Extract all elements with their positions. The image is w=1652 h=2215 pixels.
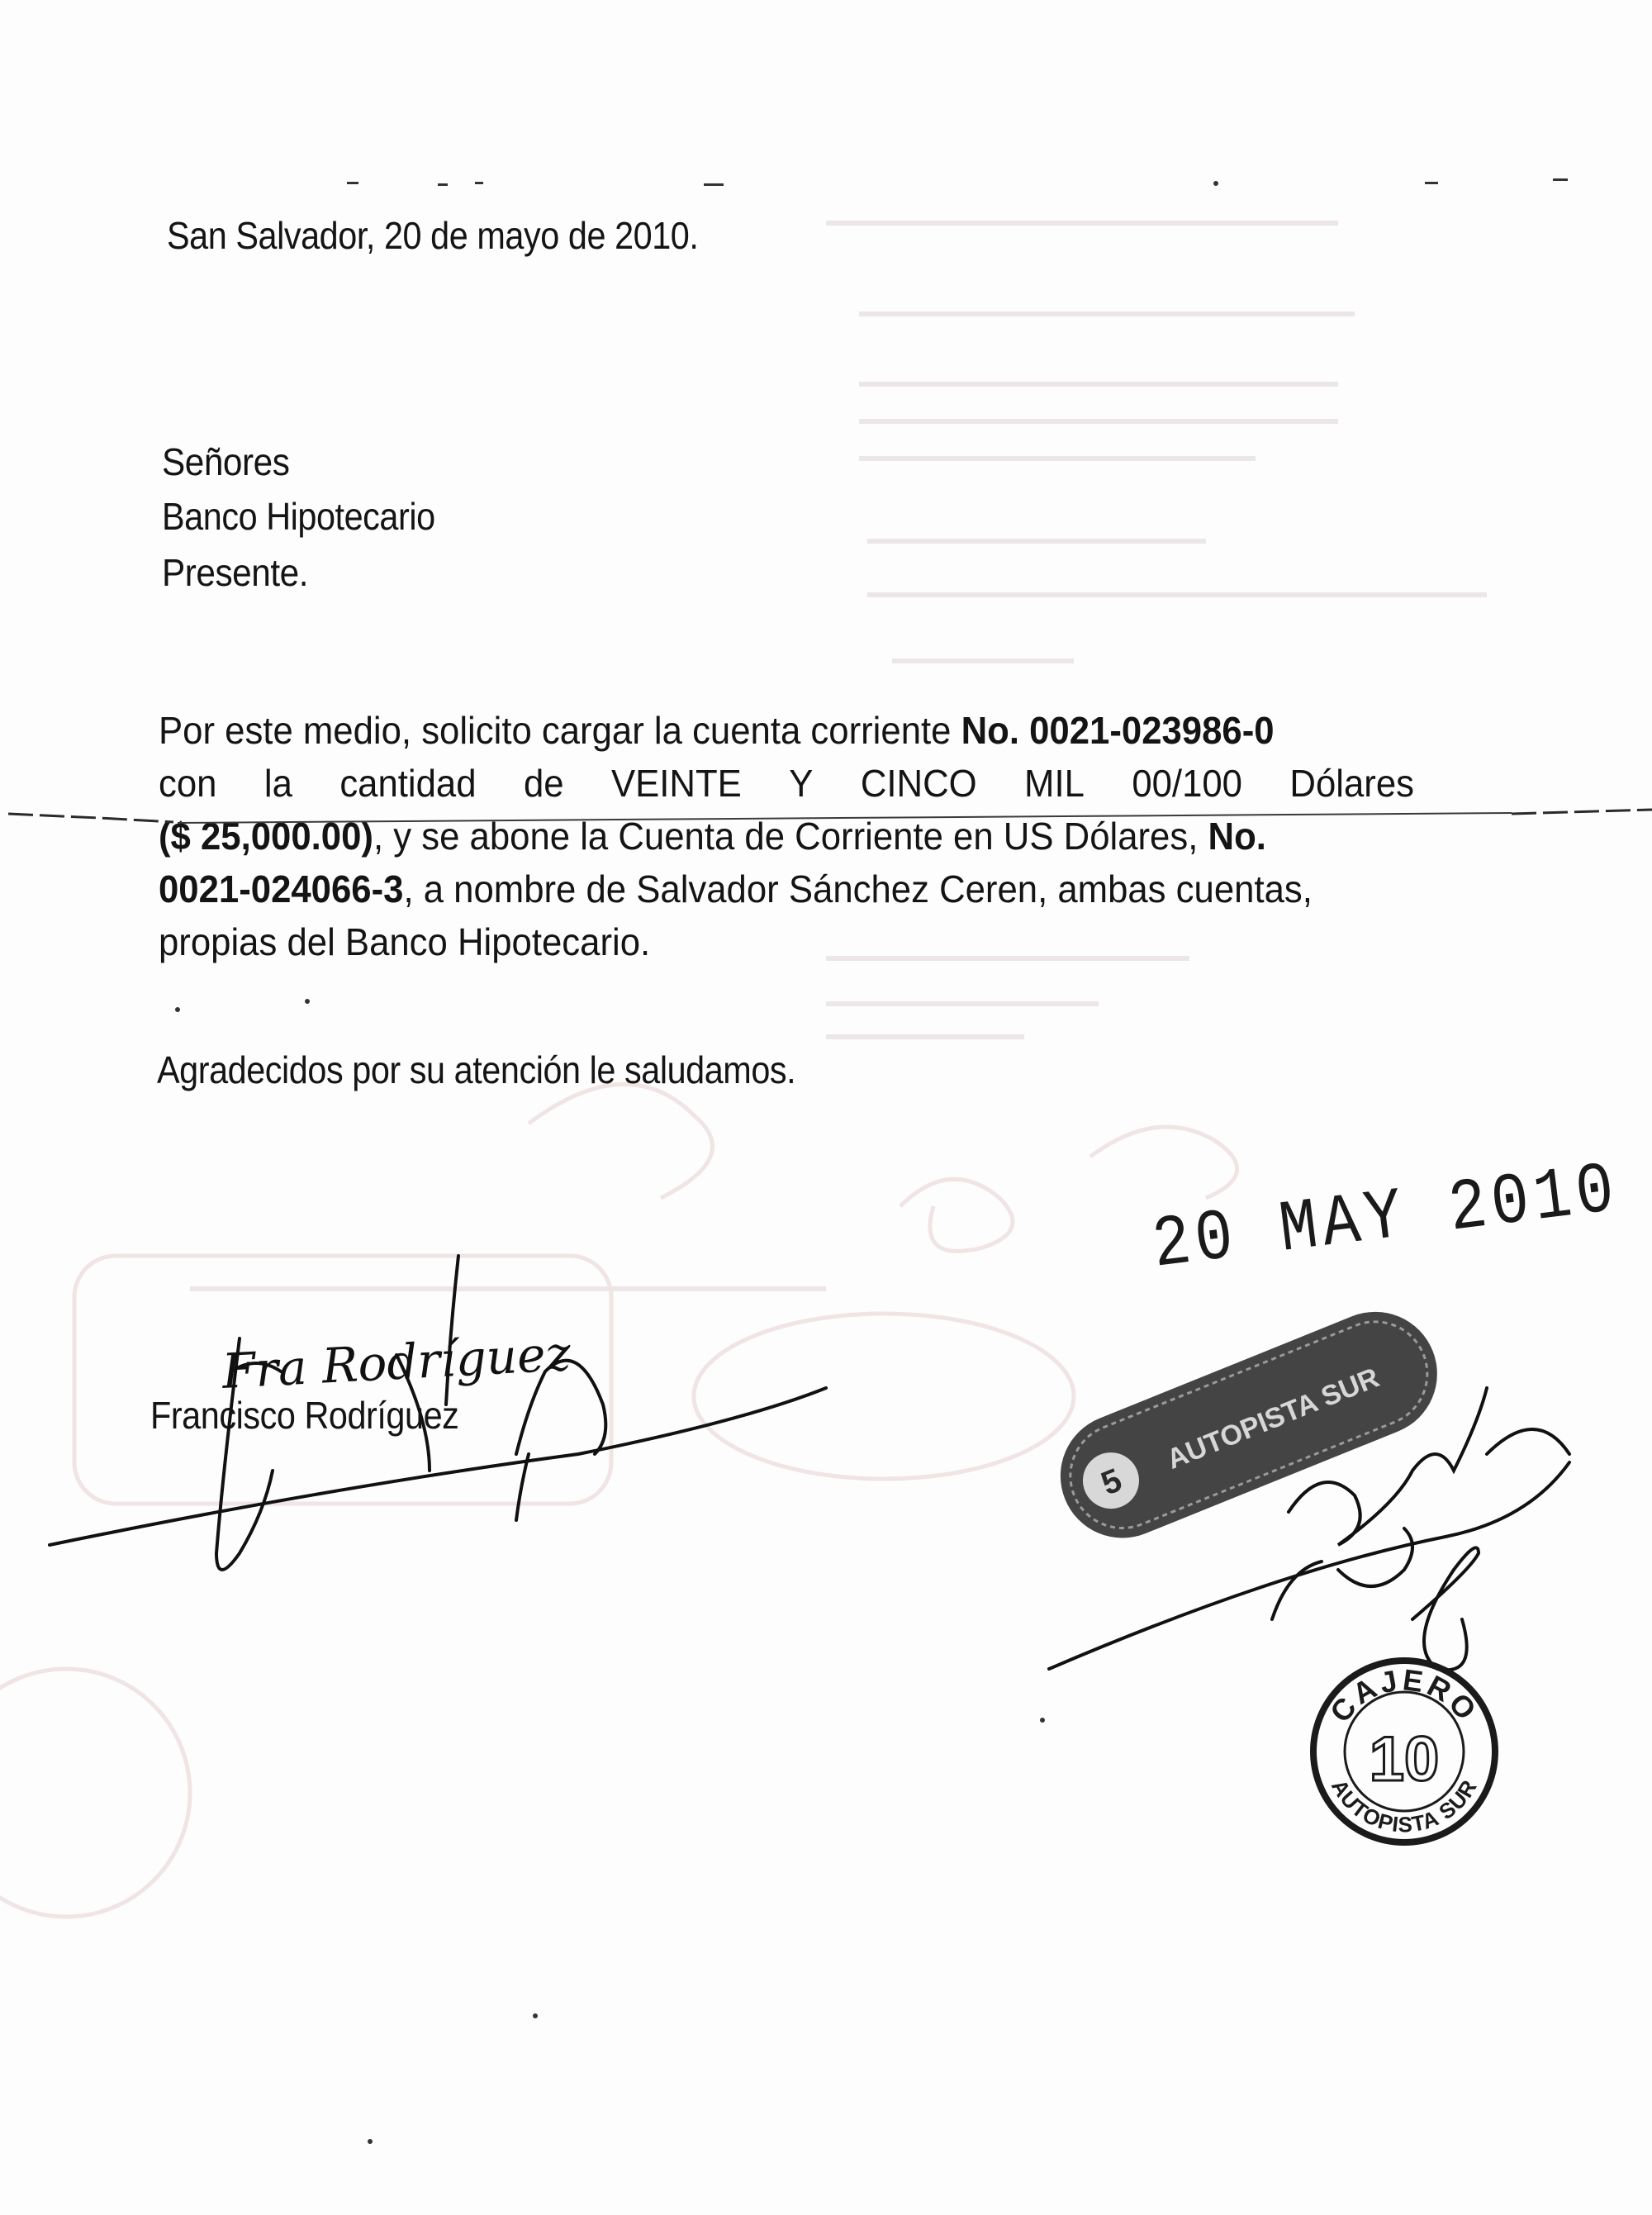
handwritten-signature-left — [50, 1256, 826, 1570]
salutation-line-3: Presente. — [162, 551, 309, 594]
strike-line-across — [178, 813, 1512, 823]
salutation-line-2: Banco Hipotecario — [162, 495, 435, 538]
oval-cashier-stamp — [1042, 1293, 1455, 1557]
cajero-round-stamp — [1313, 1661, 1495, 1842]
scan-specks — [175, 178, 1568, 2144]
svg-text:10: 10 — [1369, 1724, 1440, 1794]
body-line-4: 0021-024066-3, a nombre de Salvador Sánchez Ceren, ambas cuentas, — [159, 867, 1313, 910]
received-date-stamp: 20 MAY 2010 — [1148, 1148, 1624, 1288]
date-line: San Salvador, 20 de mayo de 2010. — [167, 214, 699, 257]
svg-text:CAJERO: CAJERO — [1322, 1662, 1486, 1729]
body-line-5: propias del Banco Hipotecario. — [159, 920, 651, 963]
closing-line: Agradecidos por su atención le saludamos. — [157, 1048, 796, 1091]
svg-text:5: 5 — [1096, 1462, 1127, 1503]
body-line-1: Por este medio, solicito cargar la cuenta corriente No. 0021-023986-0 — [159, 709, 1275, 752]
svg-text:AUTOPISTA SUR: AUTOPISTA SUR — [1162, 1362, 1384, 1476]
salutation-line-1: Señores — [162, 440, 290, 483]
amount-figure: ($ 25,000.00) — [159, 815, 373, 858]
body-line-2: con la cantidad de VEINTE Y CINCO MIL 00/100 Dólares — [159, 762, 1414, 805]
credit-account-number: 0021-024066-3 — [159, 867, 404, 910]
strike-line — [8, 810, 1652, 822]
debit-account-number: No. 0021-023986-0 — [961, 709, 1275, 752]
svg-text:AUTOPISTA SUR: AUTOPISTA SUR — [1326, 1775, 1483, 1837]
signer-name: Francisco Rodríguez — [150, 1394, 459, 1437]
svg-text:Fra Rodríguez: Fra Rodríguez — [221, 1324, 572, 1400]
body-line-3: ($ 25,000.00), y se abone la Cuenta de Corriente en US Dólares, No. — [159, 815, 1266, 858]
